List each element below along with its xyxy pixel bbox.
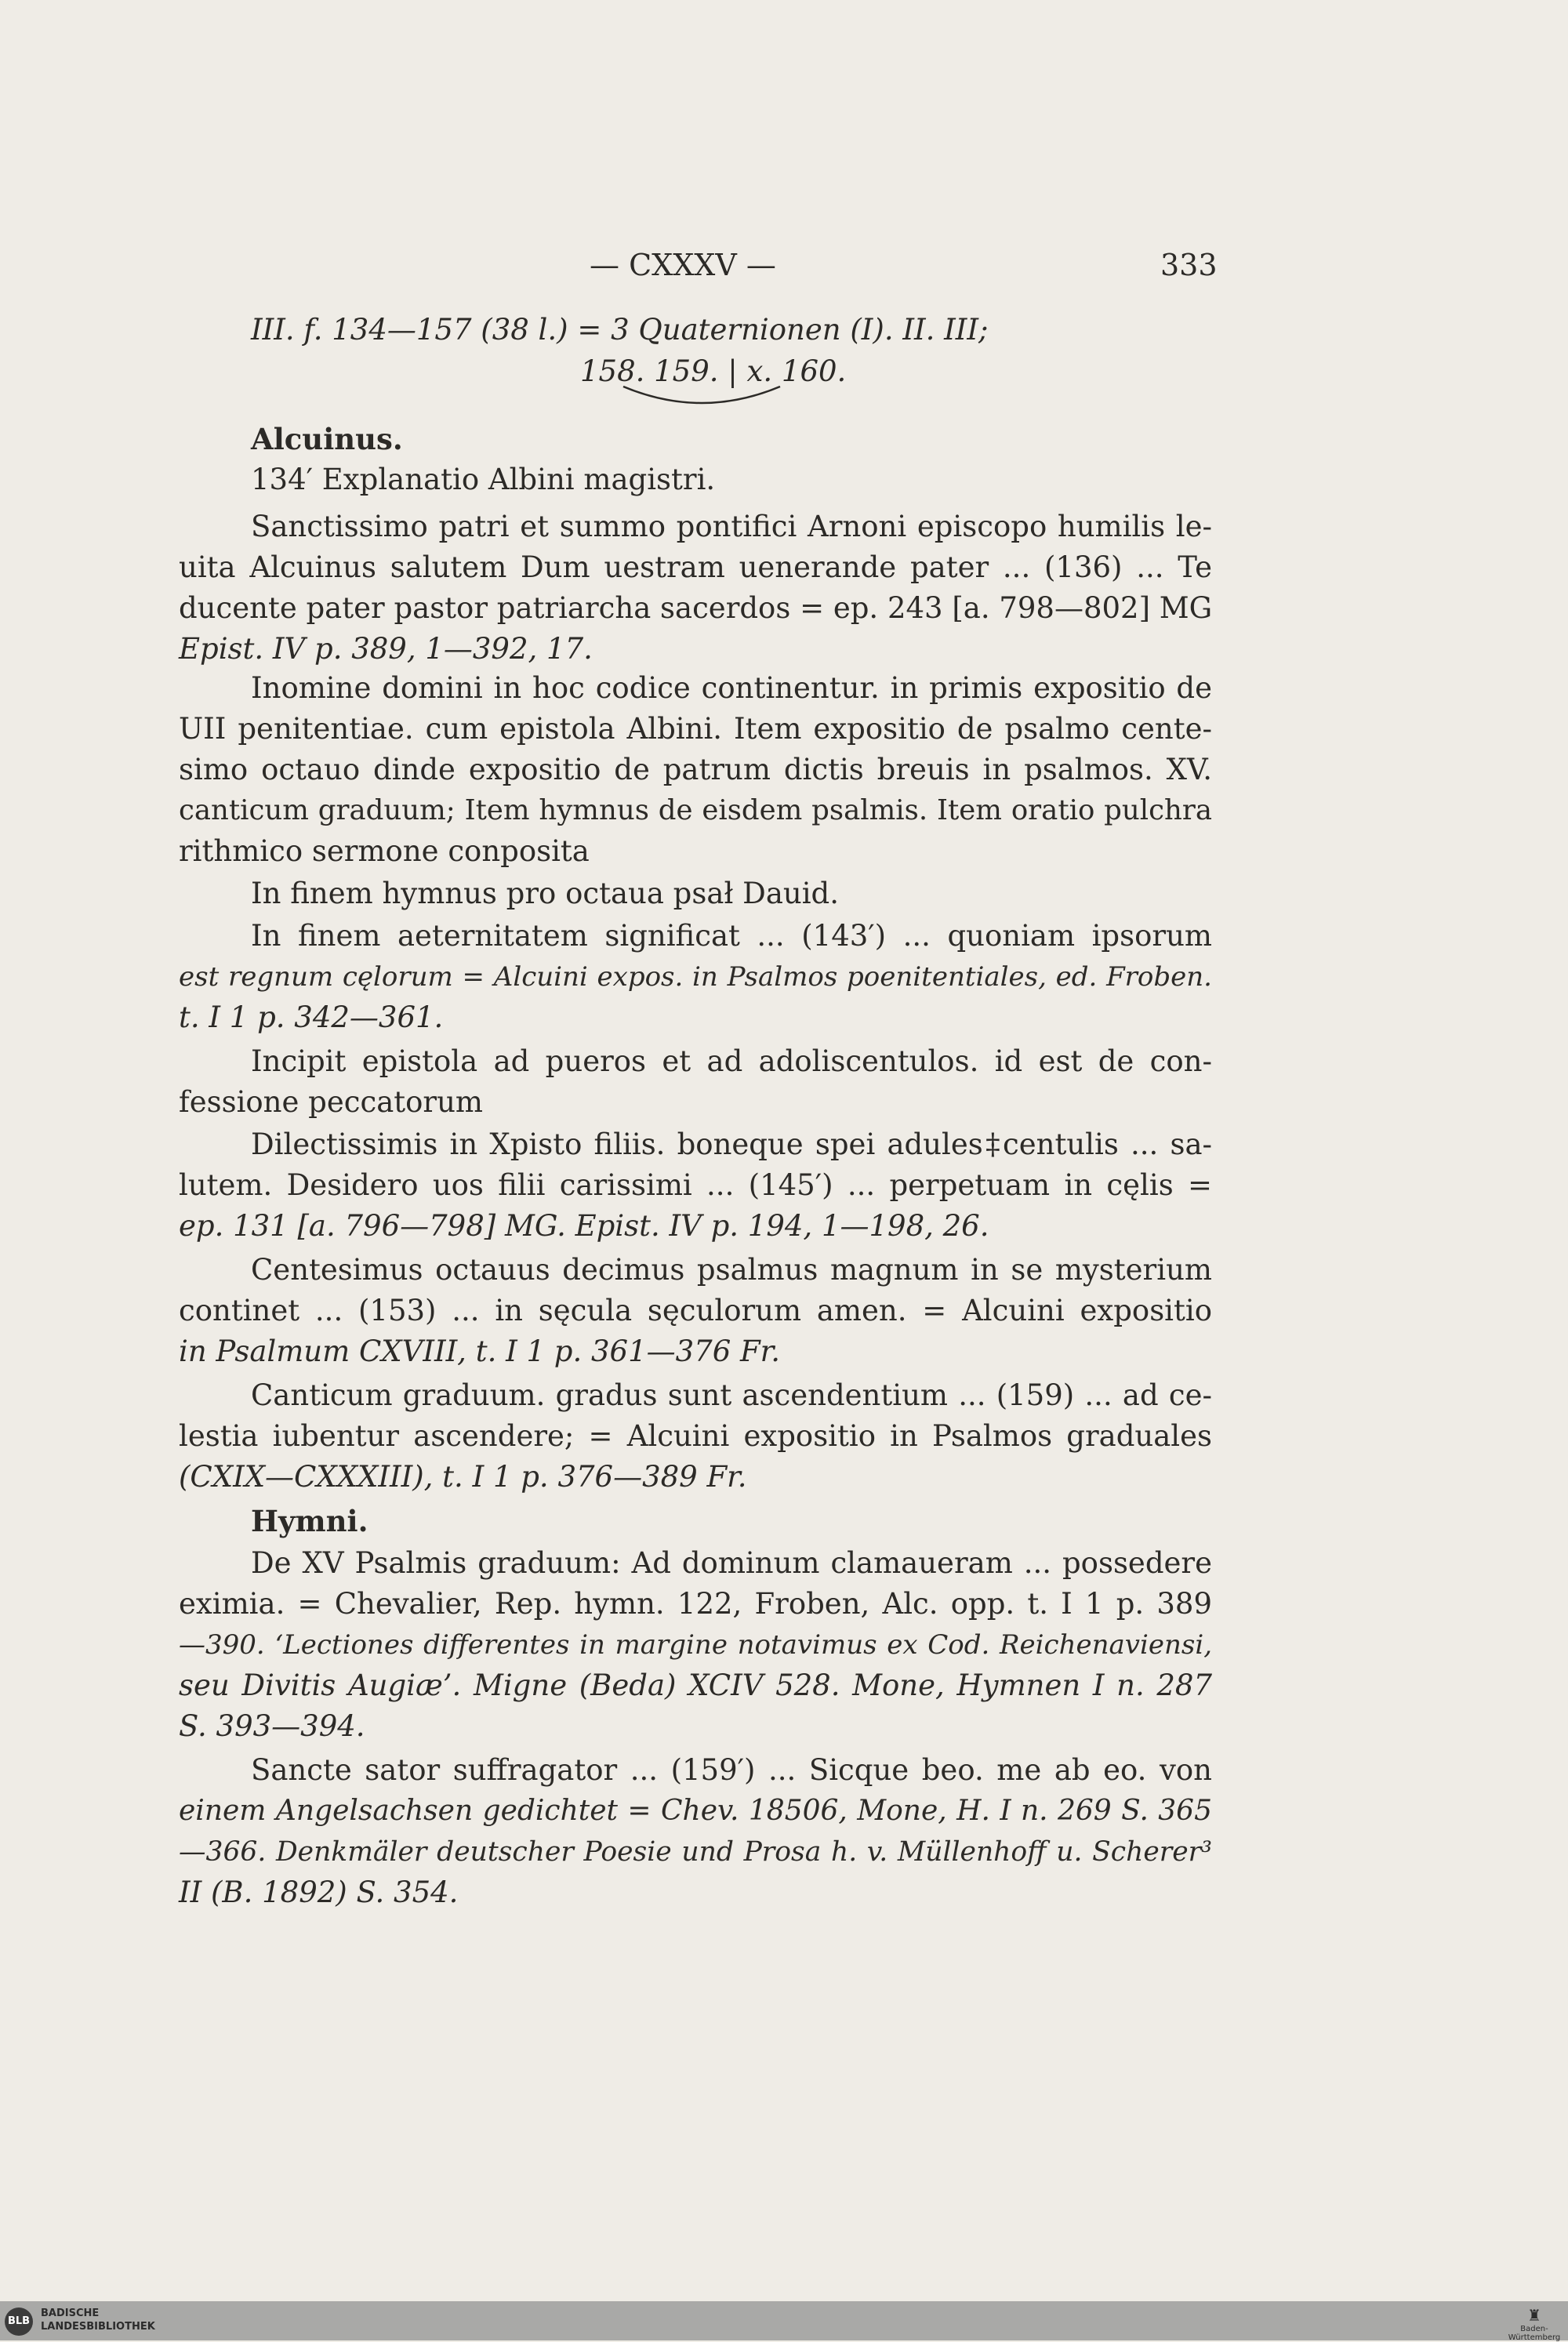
text-line: continet ... (153) ... in sęcula sęculorum amen. = Alcuini expositio xyxy=(179,1294,1212,1327)
text-line: —390. ‘Lectiones differentes in margine notavimus ex Cod. Reichenaviensi, xyxy=(179,1629,1212,1661)
text-line: Canticum graduum. gradus sunt ascendentium ... (159) ... ad ce- xyxy=(251,1378,1212,1412)
text-line: Sancte sator suffragator ... (159′) ... Sicque beo. me ab eo. von xyxy=(251,1753,1212,1787)
text-line: uita Alcuinus salutem Dum uestram uenerande pater ... (136) ... Te xyxy=(179,550,1212,584)
text-line: fessione peccatorum xyxy=(179,1085,483,1119)
text-line: lutem. Desidero uos filii carissimi ... (145′) ... perpetuam in cęlis = xyxy=(179,1168,1212,1202)
quire-description: III. f. 134—157 (38 l.) = 3 Quaternionen (I). II. III; xyxy=(251,313,989,347)
region-label: Baden-Württemberg xyxy=(1508,2325,1561,2342)
text-line: UII penitentiae. cum epistola Albini. Item expositio de psalmo cente- xyxy=(179,712,1212,746)
library-name-line2: LANDESBIBLIOTHEK xyxy=(41,2321,155,2333)
text-line: Dilectissimis in Xpisto filiis. boneque spei adules‡centulis ... sa- xyxy=(251,1127,1212,1161)
running-title: — CXXXV — xyxy=(590,248,776,282)
text-line: simo octauo dinde expositio de patrum dictis breuis in psalmos. XV. xyxy=(179,753,1212,786)
section-heading-alcuinus: Alcuinus. xyxy=(251,422,403,456)
text-line: t. I 1 p. 342—361. xyxy=(179,1000,444,1034)
text-line: In finem hymnus pro octaua psał Dauid. xyxy=(251,877,839,910)
text-line: Incipit epistola ad pueros et ad adoliscentulos. id est de con- xyxy=(251,1044,1212,1078)
footer-bar xyxy=(0,2301,1568,2340)
quire-leaves: 158. 159. | x. 160. xyxy=(580,354,847,388)
library-name xyxy=(41,2307,155,2333)
text-line: Centesimus octauus decimus psalmus magnum in se mysterium xyxy=(251,1253,1212,1287)
text-line: ep. 131 [a. 796—798] MG. Epist. IV p. 194, 1—198, 26. xyxy=(179,1209,989,1243)
text-line: Inomine domini in hoc codice continentur. in primis expositio de xyxy=(251,671,1212,705)
text-line: est regnum cęlorum = Alcuini expos. in Psalmos poenitentiales, ed. Froben. xyxy=(179,961,1212,993)
library-name-line1: BADISCHE xyxy=(41,2308,100,2319)
coat-of-arms-icon: ♜ xyxy=(1527,2306,1541,2325)
text-line: in Psalmum CXVIII, t. I 1 p. 361—376 Fr. xyxy=(179,1334,781,1368)
text-line: rithmico sermone conposita xyxy=(179,834,590,868)
blb-logo-icon[interactable]: BLB xyxy=(5,2308,33,2336)
text-line: canticum graduum; Item hymnus de eisdem psalmis. Item oratio pulchra xyxy=(179,794,1212,826)
text-line: —366. Denkmäler deutscher Poesie und Prosa h. v. Müllenhoff u. Scherer³ xyxy=(179,1836,1212,1868)
text-line: II (B. 1892) S. 354. xyxy=(179,1875,459,1909)
page-number: 333 xyxy=(1160,248,1218,282)
text-line: De XV Psalmis graduum: Ad dominum clamaueram ... possedere xyxy=(251,1546,1212,1580)
baden-wuerttemberg-mark xyxy=(1507,2306,1562,2342)
text-line: S. 393—394. xyxy=(179,1709,365,1743)
text-line: lestia iubentur ascendere; = Alcuini expositio in Psalmos graduales xyxy=(179,1419,1212,1453)
text-line: eximia. = Chevalier, Rep. hymn. 122, Froben, Alc. opp. t. I 1 p. 389 xyxy=(179,1587,1212,1621)
text-line: Sanctissimo patri et summo pontifici Arnoni episcopo humilis le- xyxy=(251,510,1212,543)
text-line: In finem aeternitatem significat ... (143′) ... quoniam ipsorum xyxy=(251,919,1212,953)
text-line: 134′ Explanatio Albini magistri. xyxy=(251,463,716,496)
text-line: (CXIX—CXXXIII), t. I 1 p. 376—389 Fr. xyxy=(179,1460,747,1494)
text-line: seu Divitis Augiæ’. Migne (Beda) XCIV 528. Mone, Hymnen I n. 287 xyxy=(179,1668,1212,1702)
text-line: ducente pater pastor patriarcha sacerdos = ep. 243 [a. 798—802] MG xyxy=(179,591,1213,625)
section-heading-hymni: Hymni. xyxy=(251,1504,368,1538)
quire-brace xyxy=(619,380,784,412)
text-line: einem Angelsachsen gedichtet = Chev. 18506, Mone, H. I n. 269 S. 365 xyxy=(179,1795,1212,1827)
text-line: Epist. IV p. 389, 1—392, 17. xyxy=(179,632,593,666)
